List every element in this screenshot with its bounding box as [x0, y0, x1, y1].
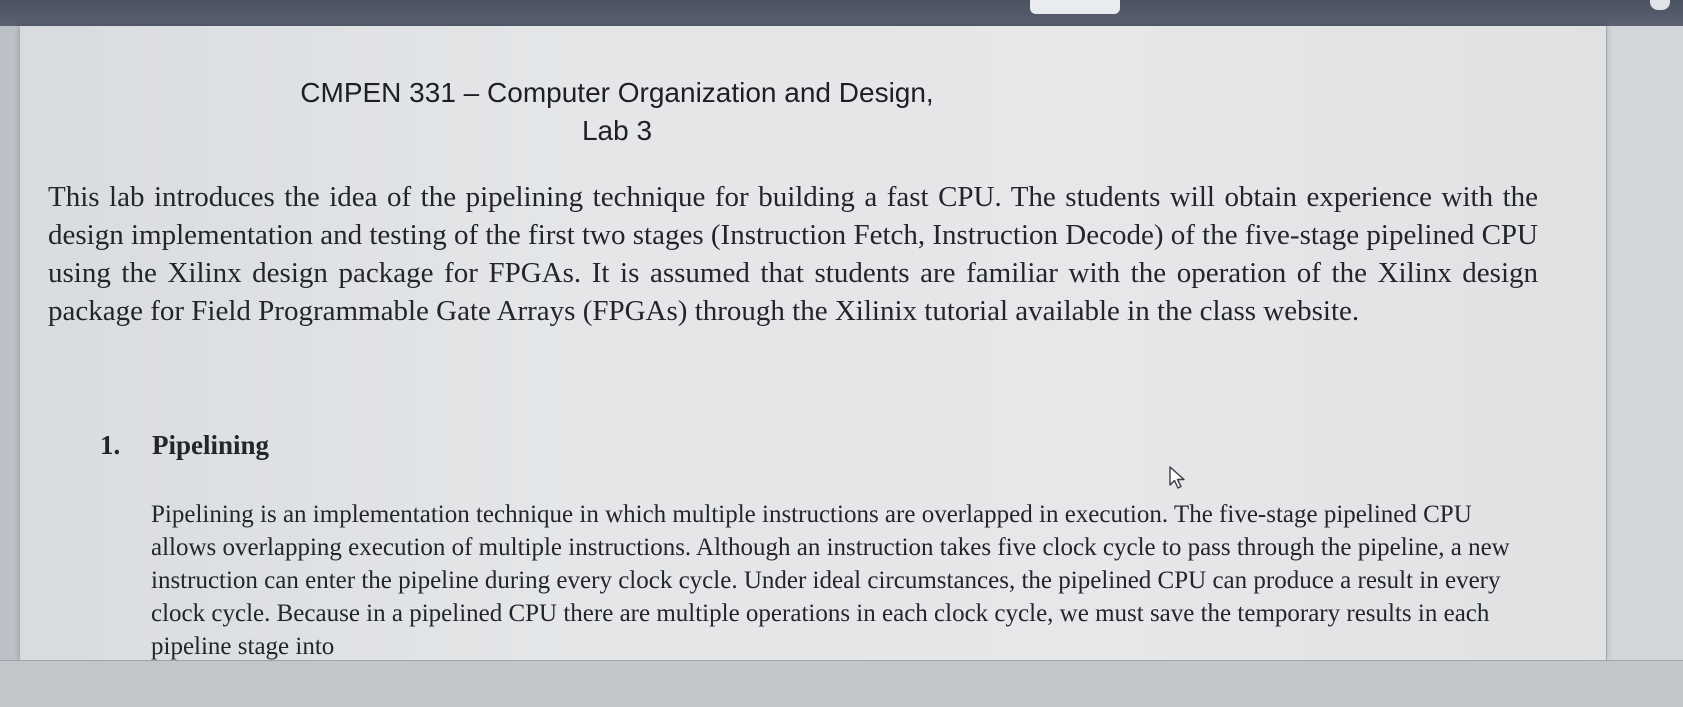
document-page [20, 26, 1606, 660]
window-top-bar [0, 0, 1683, 26]
section-body-paragraph: Pipelining is an implementation technique in which multiple instructions are overlapped in execution. The five-stage pipelined CPU allows overlapping execution of multiple instructions. Although an instruction takes five clock cycle to pass through the pipeline, a new instruction can enter the pipeline during every clock cycle. Under ideal circumstances, the pipelined CPU can produce a result in every clock cycle. Because in a pipelined CPU there are multiple operations in each clock cycle, we must save the temporary results in each pipeline stage into [151, 501, 1510, 660]
top-bar-tab[interactable] [1030, 0, 1120, 14]
title-line-1: CMPEN 331 – Computer Organization and Design, [300, 77, 934, 108]
title-line-2: Lab 3 [581, 115, 653, 146]
bottom-desk-strip [0, 660, 1683, 707]
top-bar-control[interactable] [1650, 0, 1670, 10]
section-number: 1. [100, 430, 121, 460]
mouse-pointer-icon [1168, 466, 1190, 490]
section-heading [100, 430, 269, 461]
right-side-panel [1606, 26, 1683, 666]
document-title [20, 74, 1606, 150]
intro-paragraph: This lab introduces the idea of the pipelining technique for building a fast CPU. The students will obtain experience with the design implementation and testing of the first two stages (Instruction Fetch, Instruction Decode) of the five-stage pipelined CPU using the Xilinx design package for FPGAs. It is assumed that students are familiar with the operation of the Xilinx design package for Field Programmable Gate Arrays (FPGAs) through the Xilinix tutorial available in the class website. [48, 181, 1538, 327]
section-title: Pipelining [152, 430, 270, 460]
